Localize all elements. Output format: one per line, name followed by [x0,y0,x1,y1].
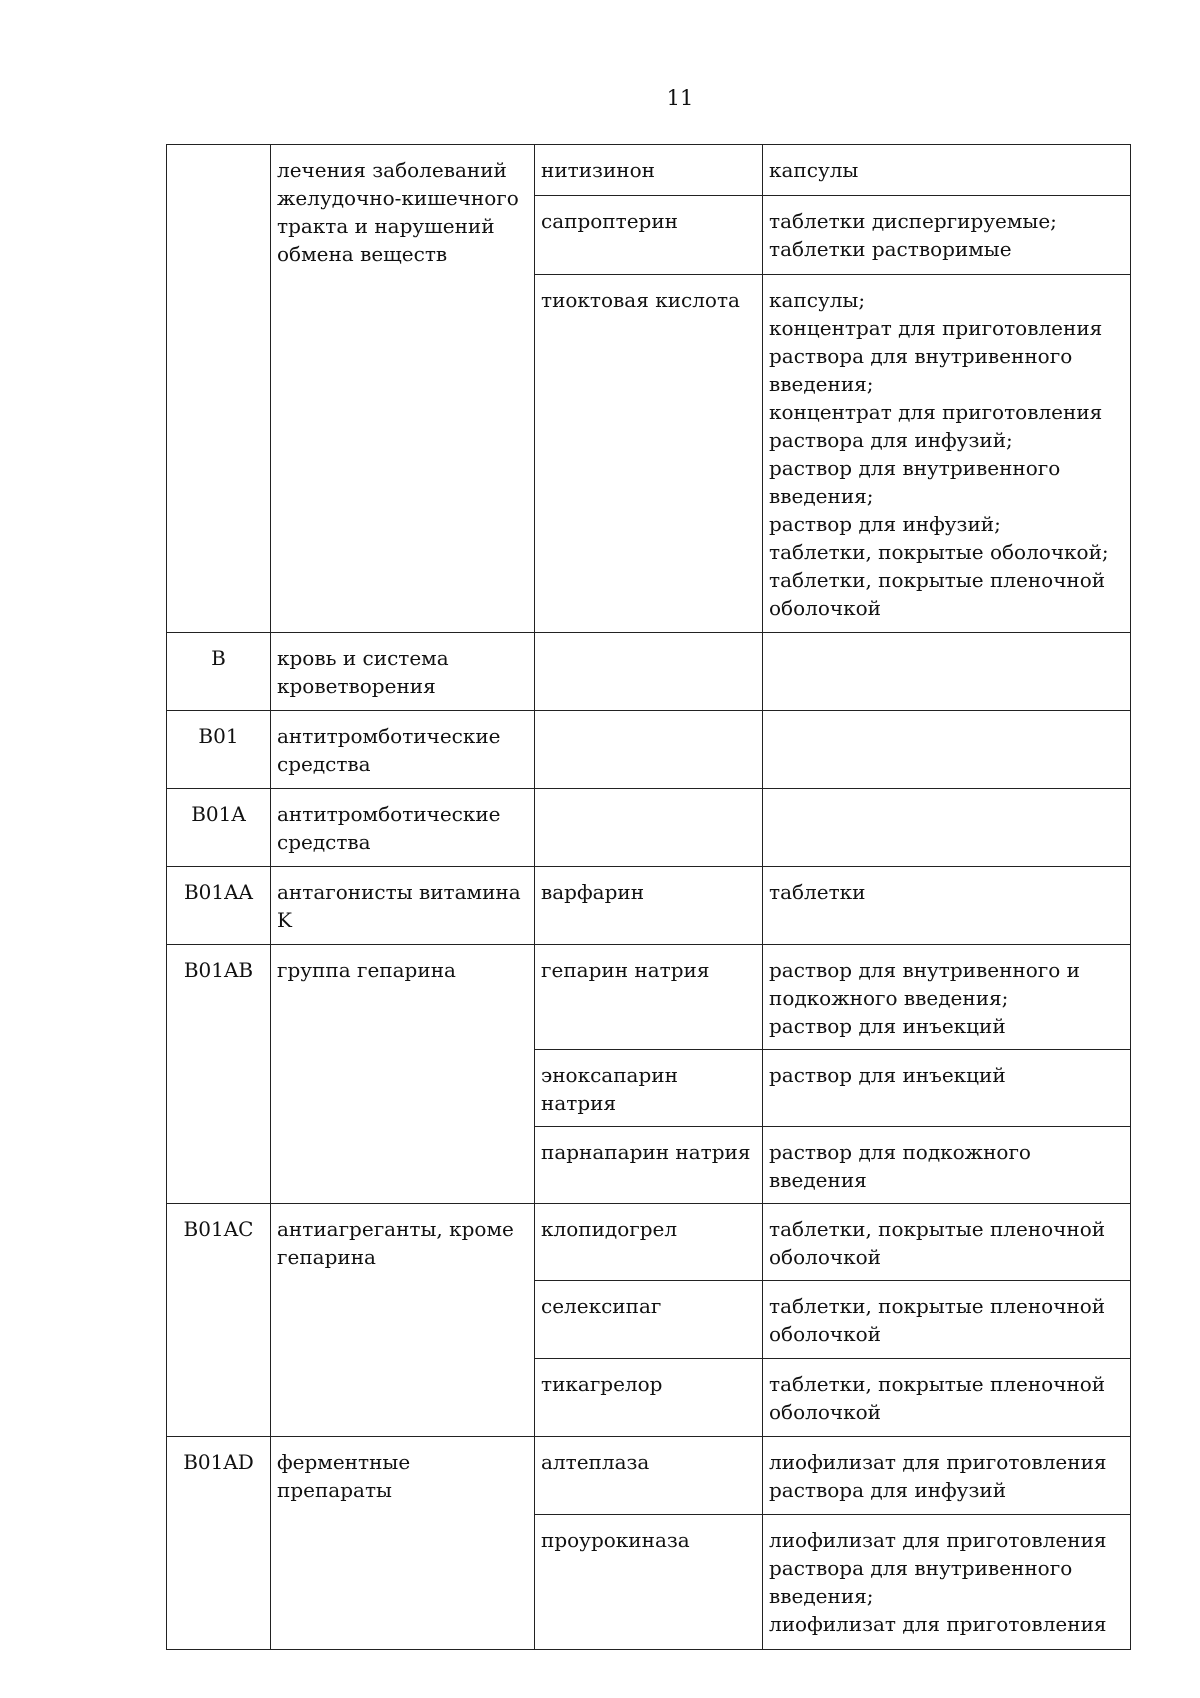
dosage-form-cell: капсулы; концентрат для приготовления раствора для внутривенного введения; концентрат для приготовления раствора для инфузий; раствор для внутривенного введения; раствор для инфузий; таблетки, покрытые оболочкой; таблетки, покрытые пленочной оболочкой [763,275,1131,633]
drug-name-cell: гепарин натрия [535,945,763,1050]
dosage-form-cell: раствор для подкожного введения [763,1127,1131,1204]
atc-code-cell: B01AD [167,1437,271,1650]
drug-name-cell: селексипаг [535,1281,763,1359]
table-row [167,145,1131,196]
dosage-form-cell [763,789,1131,867]
dosage-form-cell: таблетки, покрытые пленочной оболочкой [763,1359,1131,1437]
page-number: 11 [666,86,694,110]
dosage-form-cell: таблетки, покрытые пленочной оболочкой [763,1204,1131,1281]
drug-name-cell [535,789,763,867]
atc-code-cell: B01A [167,789,271,867]
atc-code-cell: B01 [167,711,271,789]
group-name-cell: кровь и система кроветворения [271,633,535,711]
atc-code-cell [167,145,271,633]
group-name-cell: группа гепарина [271,945,535,1204]
dosage-form-cell: лиофилизат для приготовления раствора для внутривенного введения; лиофилизат для приготовления [763,1515,1131,1650]
atc-code-cell: B [167,633,271,711]
group-name-cell: ферментные препараты [271,1437,535,1650]
table-row [167,867,1131,945]
drug-name-cell: варфарин [535,867,763,945]
drug-name-cell: проурокиназа [535,1515,763,1650]
dosage-form-cell: таблетки [763,867,1131,945]
table-row [167,789,1131,867]
atc-code-cell: B01AC [167,1204,271,1437]
dosage-form-cell [763,633,1131,711]
dosage-form-cell: раствор для инъекций [763,1050,1131,1127]
drug-name-cell: нитизинон [535,145,763,196]
group-name-cell: лечения заболеваний желудочно-кишечного тракта и нарушений обмена веществ [271,145,535,633]
dosage-form-cell [763,711,1131,789]
drug-name-cell [535,633,763,711]
table-row [167,1437,1131,1515]
drug-name-cell [535,711,763,789]
dosage-form-cell: лиофилизат для приготовления раствора для инфузий [763,1437,1131,1515]
dosage-form-cell: капсулы [763,145,1131,196]
atc-code-cell: B01AA [167,867,271,945]
group-name-cell: антитромботические средства [271,711,535,789]
drug-name-cell: тиоктовая кислота [535,275,763,633]
dosage-form-cell: раствор для внутривенного и подкожного введения; раствор для инъекций [763,945,1131,1050]
table-row [167,945,1131,1050]
drug-name-cell: алтеплаза [535,1437,763,1515]
drug-name-cell: клопидогрел [535,1204,763,1281]
drug-name-cell: парнапарин натрия [535,1127,763,1204]
dosage-form-cell: таблетки диспергируемые; таблетки растворимые [763,196,1131,275]
table-row [167,633,1131,711]
group-name-cell: антитромботические средства [271,789,535,867]
table-row [167,711,1131,789]
drug-list-table [166,144,1131,1650]
group-name-cell: антагонисты витамина K [271,867,535,945]
group-name-cell: антиагреганты, кроме гепарина [271,1204,535,1437]
drug-name-cell: сапроптерин [535,196,763,275]
dosage-form-cell: таблетки, покрытые пленочной оболочкой [763,1281,1131,1359]
table-row [167,1204,1131,1281]
drug-name-cell: тикагрелор [535,1359,763,1437]
atc-code-cell: B01AB [167,945,271,1204]
drug-name-cell: эноксапарин натрия [535,1050,763,1127]
